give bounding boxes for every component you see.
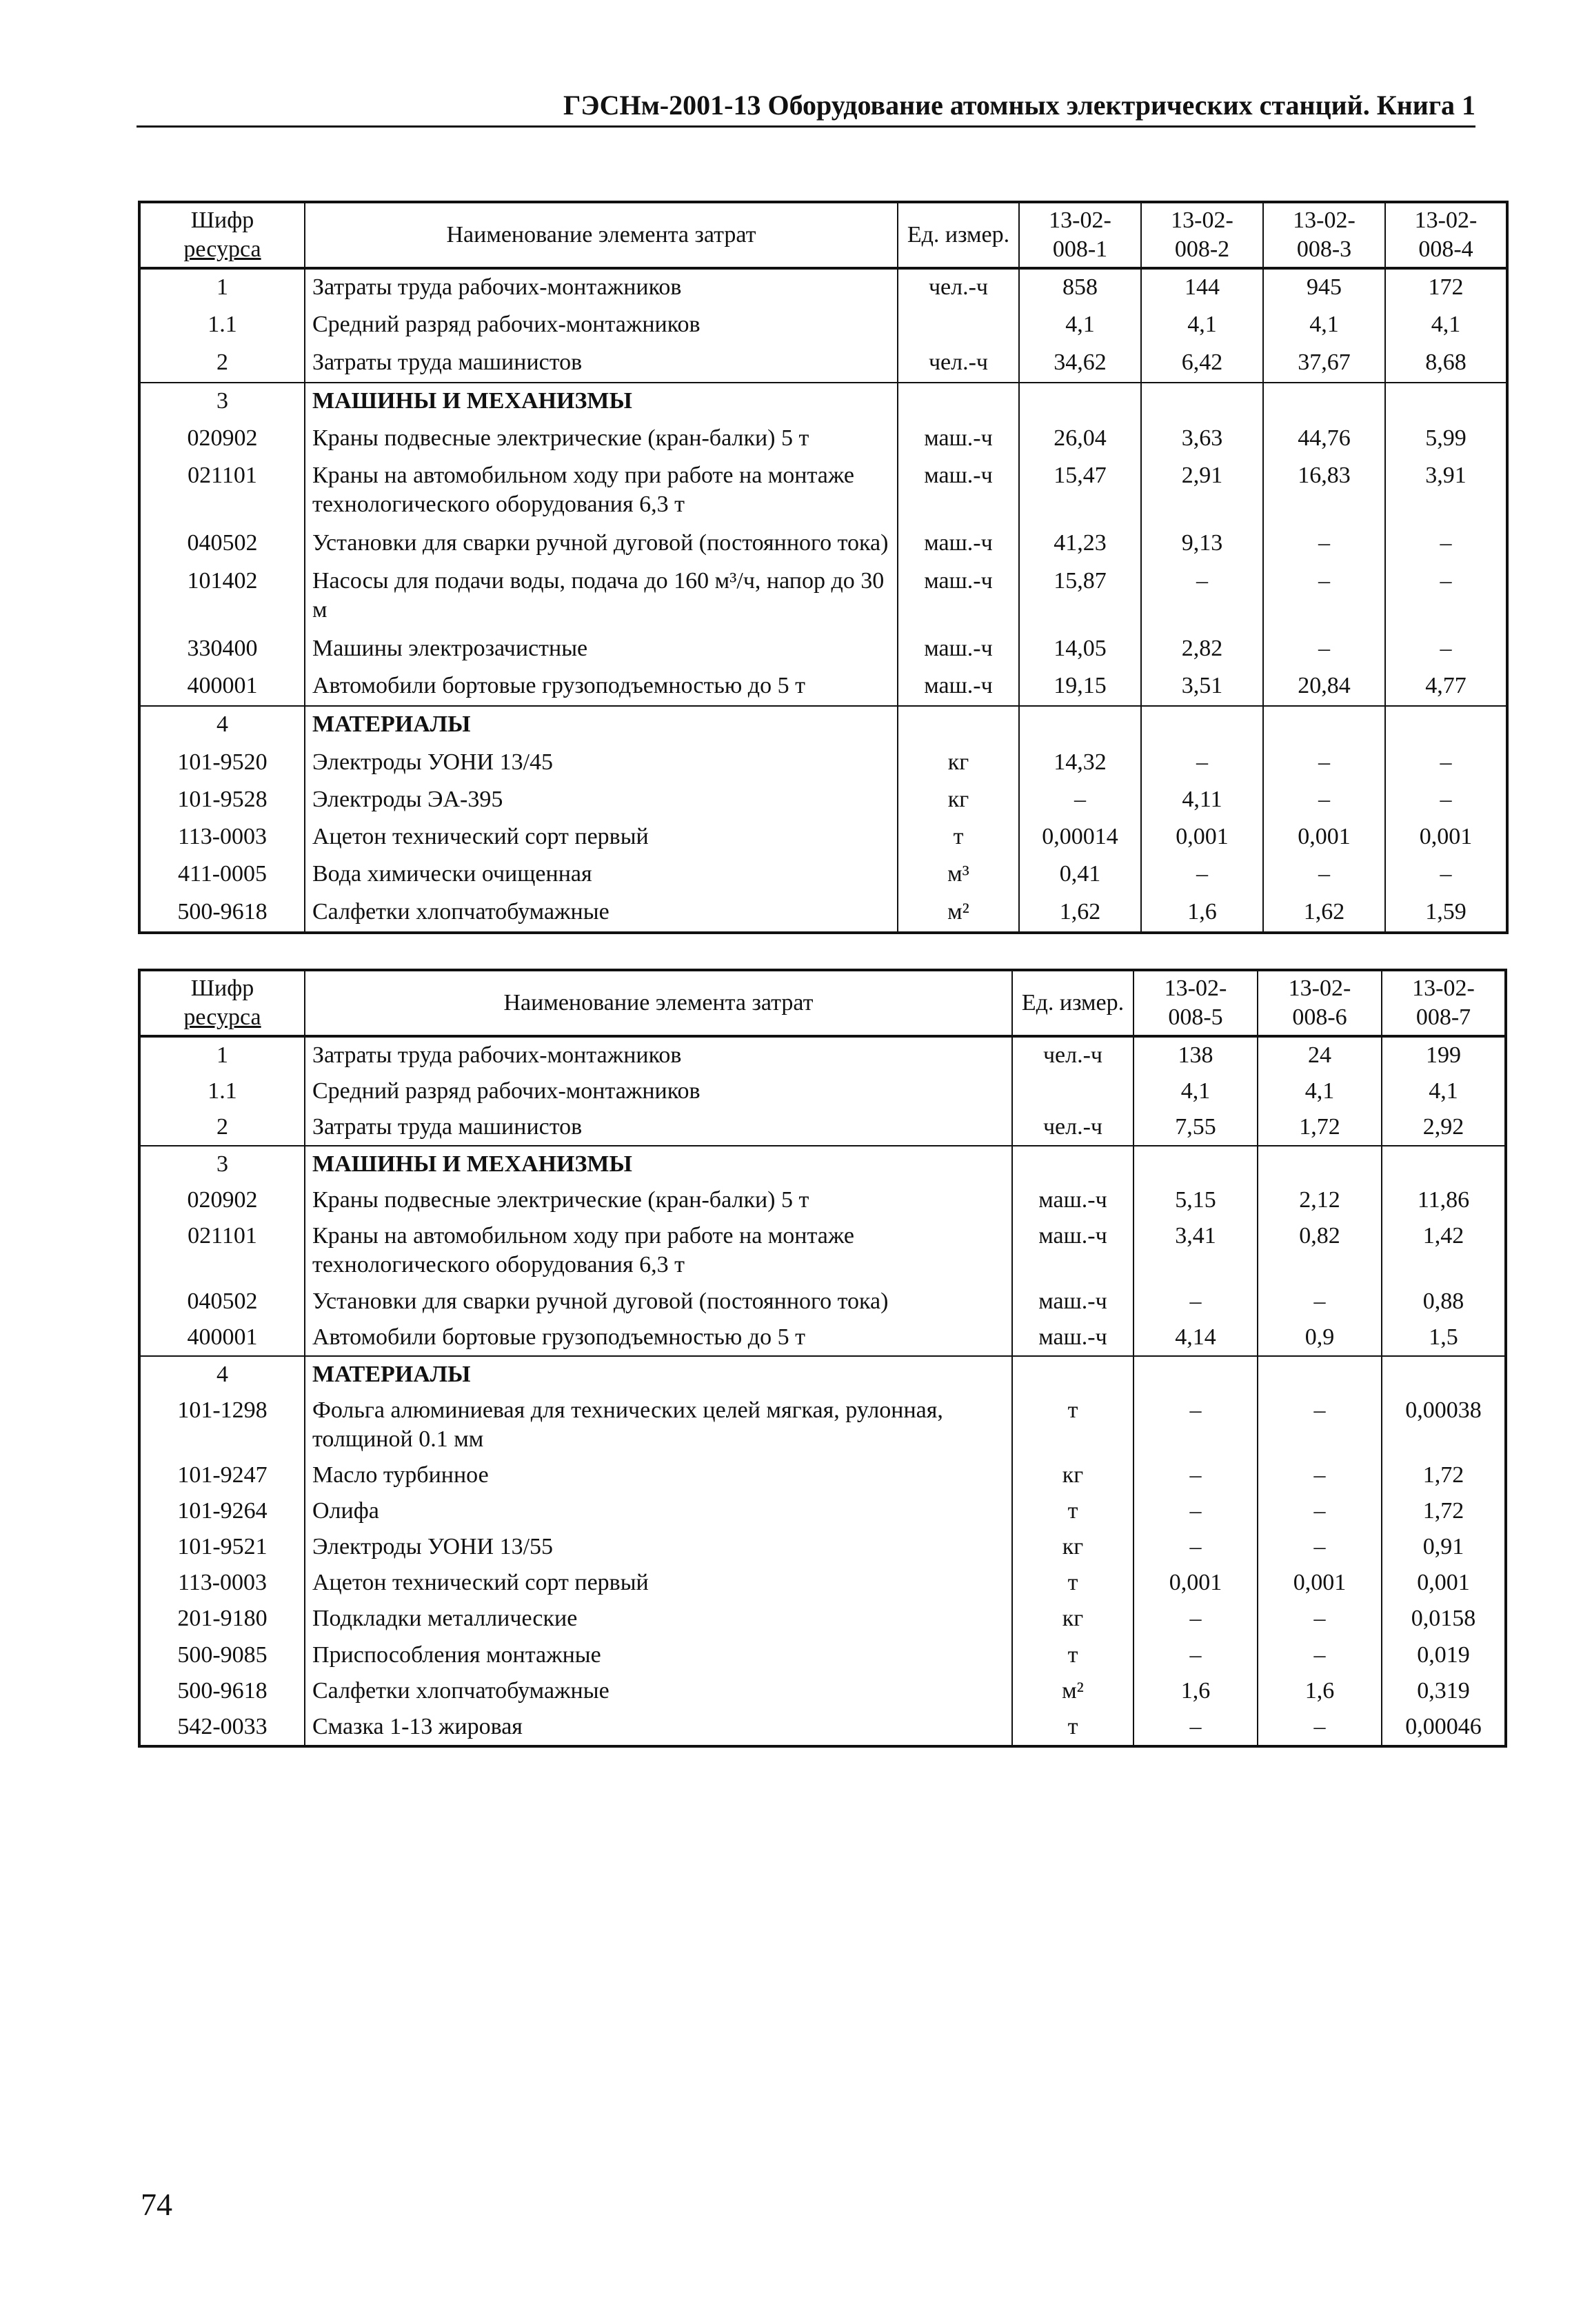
value-cell: 11,86 — [1417, 1187, 1470, 1213]
value-cell: 2,82 — [1141, 631, 1263, 668]
table-row — [139, 1284, 1506, 1320]
element-name-cell: Краны на автомобильном ходу при работе на монтаже технологического оборудования 6,3 т — [305, 458, 898, 525]
unit-cell: кг — [1012, 1601, 1133, 1637]
value-cell — [1133, 1146, 1258, 1182]
element-name-cell: Масло турбинное — [305, 1457, 1012, 1493]
section-row — [139, 1356, 1506, 1393]
resource-code-cell: 1.1 — [139, 1073, 305, 1109]
value-cell: 6,42 — [1141, 345, 1263, 383]
value-cell: 1,59 — [1425, 898, 1467, 924]
value-cell — [1141, 383, 1263, 421]
value-cell: 0,88 — [1422, 1288, 1464, 1314]
resource-code-cell: 2 — [139, 345, 305, 383]
table-row — [139, 1182, 1506, 1218]
norm-column-header: 13-02- 008-7 — [1382, 970, 1506, 1036]
element-name-cell: Салфетки хлопчатобумажные — [305, 894, 898, 933]
value-cell: 138 — [1133, 1036, 1258, 1073]
value-cell: 172 — [1428, 274, 1464, 300]
table-row — [139, 1218, 1506, 1283]
value-cell: – — [1263, 631, 1385, 668]
unit-cell — [898, 383, 1019, 421]
value-cell — [1385, 383, 1507, 421]
value-cell: 4,1 — [1429, 1078, 1458, 1104]
unit-cell: т — [1012, 1709, 1133, 1746]
resource-code-cell: 330400 — [139, 631, 305, 668]
value-cell: 19,15 — [1019, 668, 1141, 706]
value-cell: 24 — [1258, 1036, 1382, 1073]
value-cell: 14,32 — [1019, 745, 1141, 782]
element-name-cell: Средний разряд рабочих-монтажников — [305, 307, 898, 344]
value-cell: 44,76 — [1263, 421, 1385, 458]
resource-code-header-line1: Шифр — [190, 976, 254, 1001]
resource-code-cell: 020902 — [139, 421, 305, 458]
value-cell: – — [1133, 1493, 1258, 1529]
value-cell: 0,001 — [1263, 819, 1385, 856]
value-cell: 0,82 — [1258, 1218, 1382, 1283]
table-row — [139, 1036, 1506, 1073]
value-cell: 7,55 — [1133, 1109, 1258, 1146]
value-cell: 4,77 — [1425, 673, 1467, 699]
value-cell: – — [1263, 856, 1385, 893]
value-cell: 199 — [1426, 1042, 1461, 1068]
page-number: 74 — [141, 2187, 172, 2222]
unit-cell: т — [1012, 1637, 1133, 1673]
value-cell — [1019, 383, 1141, 421]
value-cell — [1133, 1356, 1258, 1393]
value-cell: 5,15 — [1133, 1182, 1258, 1218]
value-cell — [1258, 1356, 1382, 1393]
unit-cell: кг — [1012, 1457, 1133, 1493]
element-name-cell: Краны подвесные электрические (кран-балки) 5 т — [305, 1182, 1012, 1218]
resource-code-cell: 500-9618 — [139, 1673, 305, 1709]
value-cell: 4,1 — [1431, 312, 1461, 338]
unit-cell: кг — [898, 782, 1019, 819]
value-cell: 0,00038 — [1405, 1397, 1482, 1423]
table-row — [139, 307, 1507, 344]
resource-code-cell: 411-0005 — [139, 856, 305, 893]
value-cell: – — [1133, 1393, 1258, 1457]
element-name-cell: Ацетон технический сорт первый — [305, 1565, 1012, 1601]
value-cell: 2,91 — [1141, 458, 1263, 525]
value-cell: – — [1258, 1601, 1382, 1637]
value-cell: 1,62 — [1263, 894, 1385, 933]
value-cell — [1382, 1146, 1506, 1182]
unit-cell: т — [898, 819, 1019, 856]
value-cell: 1,6 — [1133, 1673, 1258, 1709]
value-cell: – — [1263, 563, 1385, 631]
resource-code-cell: 101-9528 — [139, 782, 305, 819]
value-cell: 2,12 — [1258, 1182, 1382, 1218]
resource-code-cell: 500-9618 — [139, 894, 305, 933]
element-name-cell: МАШИНЫ И МЕХАНИЗМЫ — [305, 1146, 1012, 1182]
section-row — [139, 706, 1507, 744]
element-name-cell: Электроды УОНИ 13/55 — [305, 1529, 1012, 1565]
value-cell: 1,6 — [1258, 1673, 1382, 1709]
table-row — [139, 1320, 1506, 1356]
value-cell: 3,63 — [1141, 421, 1263, 458]
value-cell — [1382, 1356, 1506, 1393]
unit-cell: т — [1012, 1493, 1133, 1529]
value-cell: 37,67 — [1263, 345, 1385, 383]
value-cell — [1385, 706, 1507, 744]
value-cell: – — [1019, 782, 1141, 819]
value-cell — [1019, 706, 1141, 744]
resource-code-cell: 4 — [139, 1356, 305, 1393]
table-row — [139, 1601, 1506, 1637]
norm-column-header: 13-02- 008-6 — [1258, 970, 1382, 1036]
resource-code-cell: 101-9247 — [139, 1457, 305, 1493]
value-cell: 0,91 — [1422, 1534, 1464, 1560]
resource-code-cell: 101-1298 — [139, 1393, 305, 1457]
resource-code-cell: 400001 — [139, 668, 305, 706]
resource-code-cell: 021101 — [139, 1218, 305, 1283]
value-cell: – — [1263, 745, 1385, 782]
unit-cell: маш.-ч — [898, 631, 1019, 668]
value-cell: – — [1440, 530, 1452, 556]
element-name-cell: МАШИНЫ И МЕХАНИЗМЫ — [305, 383, 898, 421]
value-cell: 0,001 — [1133, 1565, 1258, 1601]
element-name-cell: Установки для сварки ручной дуговой (постоянного тока) — [305, 1284, 1012, 1320]
value-cell: 5,99 — [1425, 425, 1467, 452]
value-cell: 0,019 — [1417, 1641, 1470, 1668]
element-name-cell: Средний разряд рабочих-монтажников — [305, 1073, 1012, 1109]
value-cell: 4,1 — [1258, 1073, 1382, 1109]
element-name-cell: Салфетки хлопчатобумажные — [305, 1673, 1012, 1709]
resource-code-cell: 500-9085 — [139, 1637, 305, 1673]
element-name-cell: Автомобили бортовые грузоподъемностью до 5 т — [305, 1320, 1012, 1356]
value-cell: – — [1141, 856, 1263, 893]
value-cell: 0,001 — [1417, 1570, 1470, 1596]
element-name-cell: Автомобили бортовые грузоподъемностью до 5 т — [305, 668, 898, 706]
resource-table-2 — [138, 969, 1507, 1748]
value-cell: – — [1263, 782, 1385, 819]
value-cell: 0,001 — [1141, 819, 1263, 856]
table-body — [139, 268, 1507, 933]
resource-code-cell: 021101 — [139, 458, 305, 525]
norm-column-header: 13-02- 008-2 — [1141, 202, 1263, 268]
table-row — [139, 1109, 1506, 1146]
table-header-row — [139, 202, 1507, 268]
unit-cell: маш.-ч — [1012, 1182, 1133, 1218]
resource-code-cell: 3 — [139, 383, 305, 421]
value-cell: – — [1133, 1637, 1258, 1673]
table-row — [139, 345, 1507, 383]
resource-code-header-line2: ресурса — [183, 236, 261, 262]
resource-code-cell: 101-9520 — [139, 745, 305, 782]
unit-cell: маш.-ч — [1012, 1320, 1133, 1356]
value-cell: 41,23 — [1019, 525, 1141, 563]
element-name-cell: Фольга алюминиевая для технических целей мягкая, рулонная, толщиной 0.1 мм — [305, 1393, 1012, 1457]
element-name-cell: Установки для сварки ручной дуговой (постоянного тока) — [305, 525, 898, 563]
table-row — [139, 1493, 1506, 1529]
value-cell: 1,72 — [1422, 1462, 1464, 1488]
value-cell: 3,91 — [1425, 463, 1467, 489]
resource-code-cell: 1 — [139, 268, 305, 307]
resource-code-cell: 113-0003 — [139, 819, 305, 856]
resource-code-cell: 3 — [139, 1146, 305, 1182]
resource-table-1 — [138, 201, 1509, 934]
element-name-cell: Электроды ЭА-395 — [305, 782, 898, 819]
value-cell: – — [1133, 1601, 1258, 1637]
value-cell: – — [1258, 1284, 1382, 1320]
unit-cell: м³ — [898, 856, 1019, 893]
value-cell: 26,04 — [1019, 421, 1141, 458]
value-cell: 16,83 — [1263, 458, 1385, 525]
table-row — [139, 1529, 1506, 1565]
unit-cell: маш.-ч — [1012, 1218, 1133, 1283]
element-name-cell: Ацетон технический сорт первый — [305, 819, 898, 856]
resource-code-cell: 101-9521 — [139, 1529, 305, 1565]
element-name-cell: Краны подвесные электрические (кран-балки) 5 т — [305, 421, 898, 458]
table-row — [139, 458, 1507, 525]
unit-cell: маш.-ч — [898, 668, 1019, 706]
unit-cell — [898, 706, 1019, 744]
table-header-row — [139, 970, 1506, 1036]
table-row — [139, 1393, 1506, 1457]
element-name-cell: Насосы для подачи воды, подача до 160 м³/ч, напор до 30 м — [305, 563, 898, 631]
resource-code-cell: 400001 — [139, 1320, 305, 1356]
element-name-cell: Приспособления монтажные — [305, 1637, 1012, 1673]
value-cell: 15,47 — [1019, 458, 1141, 525]
table-row — [139, 1565, 1506, 1601]
value-cell — [1258, 1146, 1382, 1182]
value-cell: 0,0158 — [1411, 1606, 1476, 1632]
norm-column-header: 13-02- 008-1 — [1019, 202, 1141, 268]
value-cell: 4,1 — [1141, 307, 1263, 344]
element-name-cell: Затраты труда машинистов — [305, 345, 898, 383]
table-row — [139, 525, 1507, 563]
unit-cell: м² — [898, 894, 1019, 933]
unit-cell — [1012, 1356, 1133, 1393]
value-cell: – — [1133, 1709, 1258, 1746]
unit-cell: чел.-ч — [898, 345, 1019, 383]
resource-code-cell: 1.1 — [139, 307, 305, 344]
value-cell: 9,13 — [1141, 525, 1263, 563]
value-cell: 0,00046 — [1405, 1713, 1482, 1739]
resource-code-cell: 040502 — [139, 525, 305, 563]
resource-code-cell: 113-0003 — [139, 1565, 305, 1601]
value-cell: – — [1440, 749, 1452, 775]
element-name-cell: Вода химически очищенная — [305, 856, 898, 893]
value-cell: – — [1258, 1709, 1382, 1746]
value-cell: – — [1133, 1529, 1258, 1565]
unit-cell: маш.-ч — [898, 458, 1019, 525]
table-row — [139, 1673, 1506, 1709]
section-row — [139, 1146, 1506, 1182]
unit-cell: маш.-ч — [898, 525, 1019, 563]
element-name-cell: Затраты труда рабочих-монтажников — [305, 268, 898, 307]
norm-column-header: 13-02- 008-4 — [1385, 202, 1507, 268]
table-row — [139, 856, 1507, 893]
value-cell: 0,001 — [1258, 1565, 1382, 1601]
element-name-cell: Олифа — [305, 1493, 1012, 1529]
unit-cell — [1012, 1073, 1133, 1109]
value-cell: 3,41 — [1133, 1218, 1258, 1283]
value-cell: 4,14 — [1133, 1320, 1258, 1356]
value-cell: 0,00014 — [1019, 819, 1141, 856]
value-cell: 0,319 — [1417, 1677, 1470, 1704]
page-header-title: ГЭСНм-2001-13 Оборудование атомных электрических станций. Книга 1 — [137, 88, 1475, 128]
value-cell: 20,84 — [1263, 668, 1385, 706]
unit-cell — [898, 307, 1019, 344]
value-cell: 0,41 — [1019, 856, 1141, 893]
table-row — [139, 745, 1507, 782]
unit-cell: чел.-ч — [1012, 1036, 1133, 1073]
value-cell: 4,1 — [1263, 307, 1385, 344]
norm-column-header: 13-02- 008-5 — [1133, 970, 1258, 1036]
value-cell: – — [1440, 786, 1452, 812]
element-name-cell: Затраты труда машинистов — [305, 1109, 1012, 1146]
resource-code-header-line2: ресурса — [183, 1004, 261, 1030]
element-name-cell: Краны на автомобильном ходу при работе на монтаже технологического оборудования 6,3 т — [305, 1218, 1012, 1283]
value-cell — [1263, 383, 1385, 421]
element-name-cell: Подкладки металлические — [305, 1601, 1012, 1637]
resource-code-cell: 101-9264 — [139, 1493, 305, 1529]
value-cell: – — [1263, 525, 1385, 563]
value-cell: 1,72 — [1258, 1109, 1382, 1146]
value-cell: 4,11 — [1141, 782, 1263, 819]
unit-cell: маш.-ч — [1012, 1284, 1133, 1320]
table-row — [139, 421, 1507, 458]
table-row — [139, 1709, 1506, 1746]
table-row — [139, 1073, 1506, 1109]
unit-cell: кг — [898, 745, 1019, 782]
value-cell: 1,62 — [1019, 894, 1141, 933]
element-name-cell: Электроды УОНИ 13/45 — [305, 745, 898, 782]
resource-code-cell: 2 — [139, 1109, 305, 1146]
table-row — [139, 668, 1507, 706]
value-cell: – — [1258, 1529, 1382, 1565]
table-row — [139, 782, 1507, 819]
value-cell: – — [1440, 635, 1452, 661]
value-cell: – — [1440, 567, 1452, 594]
unit-cell — [1012, 1146, 1133, 1182]
norm-column-header: 13-02- 008-3 — [1263, 202, 1385, 268]
resource-code-cell: 4 — [139, 706, 305, 744]
value-cell: 1,72 — [1422, 1498, 1464, 1524]
element-name-header: Наименование элемента затрат — [305, 202, 898, 268]
element-name-cell: Затраты труда рабочих-монтажников — [305, 1036, 1012, 1073]
table-row — [139, 1457, 1506, 1493]
table-body — [139, 1036, 1506, 1746]
value-cell: 14,05 — [1019, 631, 1141, 668]
value-cell: 1,42 — [1422, 1223, 1464, 1249]
value-cell: – — [1258, 1457, 1382, 1493]
resource-code-header-line1: Шифр — [190, 208, 254, 233]
table-row — [139, 894, 1507, 933]
value-cell: 144 — [1141, 268, 1263, 307]
resource-code-cell: 201-9180 — [139, 1601, 305, 1637]
value-cell: 3,51 — [1141, 668, 1263, 706]
table-row — [139, 563, 1507, 631]
unit-cell: чел.-ч — [898, 268, 1019, 307]
value-cell — [1141, 706, 1263, 744]
resource-code-cell: 542-0033 — [139, 1709, 305, 1746]
unit-cell: т — [1012, 1393, 1133, 1457]
value-cell: – — [1440, 861, 1452, 887]
value-cell: 2,92 — [1422, 1114, 1464, 1140]
resource-code-cell: 040502 — [139, 1284, 305, 1320]
value-cell: – — [1133, 1284, 1258, 1320]
resource-code-header — [139, 970, 305, 1036]
resource-code-header — [139, 202, 305, 268]
element-name-header: Наименование элемента затрат — [305, 970, 1012, 1036]
value-cell: – — [1141, 745, 1263, 782]
value-cell: 0,001 — [1419, 824, 1473, 850]
value-cell: 15,87 — [1019, 563, 1141, 631]
resource-code-cell: 020902 — [139, 1182, 305, 1218]
element-name-cell: МАТЕРИАЛЫ — [305, 1356, 1012, 1393]
resource-code-cell: 101402 — [139, 563, 305, 631]
section-row — [139, 383, 1507, 421]
element-name-cell: МАТЕРИАЛЫ — [305, 706, 898, 744]
table-row — [139, 631, 1507, 668]
table-row — [139, 1637, 1506, 1673]
unit-header: Ед. измер. — [1012, 970, 1133, 1036]
unit-cell: маш.-ч — [898, 563, 1019, 631]
table-row — [139, 819, 1507, 856]
unit-cell: кг — [1012, 1529, 1133, 1565]
unit-cell: чел.-ч — [1012, 1109, 1133, 1146]
unit-header: Ед. измер. — [898, 202, 1019, 268]
value-cell: 945 — [1263, 268, 1385, 307]
value-cell — [1263, 706, 1385, 744]
value-cell: 1,6 — [1141, 894, 1263, 933]
unit-cell: м² — [1012, 1673, 1133, 1709]
resource-code-cell: 1 — [139, 1036, 305, 1073]
value-cell: 858 — [1019, 268, 1141, 307]
value-cell: 1,5 — [1429, 1324, 1458, 1350]
element-name-cell: Машины электрозачистные — [305, 631, 898, 668]
element-name-cell: Смазка 1-13 жировая — [305, 1709, 1012, 1746]
table-row — [139, 268, 1507, 307]
value-cell: – — [1258, 1493, 1382, 1529]
value-cell: – — [1141, 563, 1263, 631]
value-cell: 0,9 — [1258, 1320, 1382, 1356]
unit-cell: маш.-ч — [898, 421, 1019, 458]
value-cell: – — [1133, 1457, 1258, 1493]
value-cell: 8,68 — [1425, 349, 1467, 375]
value-cell: – — [1258, 1393, 1382, 1457]
value-cell: 4,1 — [1019, 307, 1141, 344]
value-cell: 34,62 — [1019, 345, 1141, 383]
unit-cell: т — [1012, 1565, 1133, 1601]
value-cell: – — [1258, 1637, 1382, 1673]
value-cell: 4,1 — [1133, 1073, 1258, 1109]
